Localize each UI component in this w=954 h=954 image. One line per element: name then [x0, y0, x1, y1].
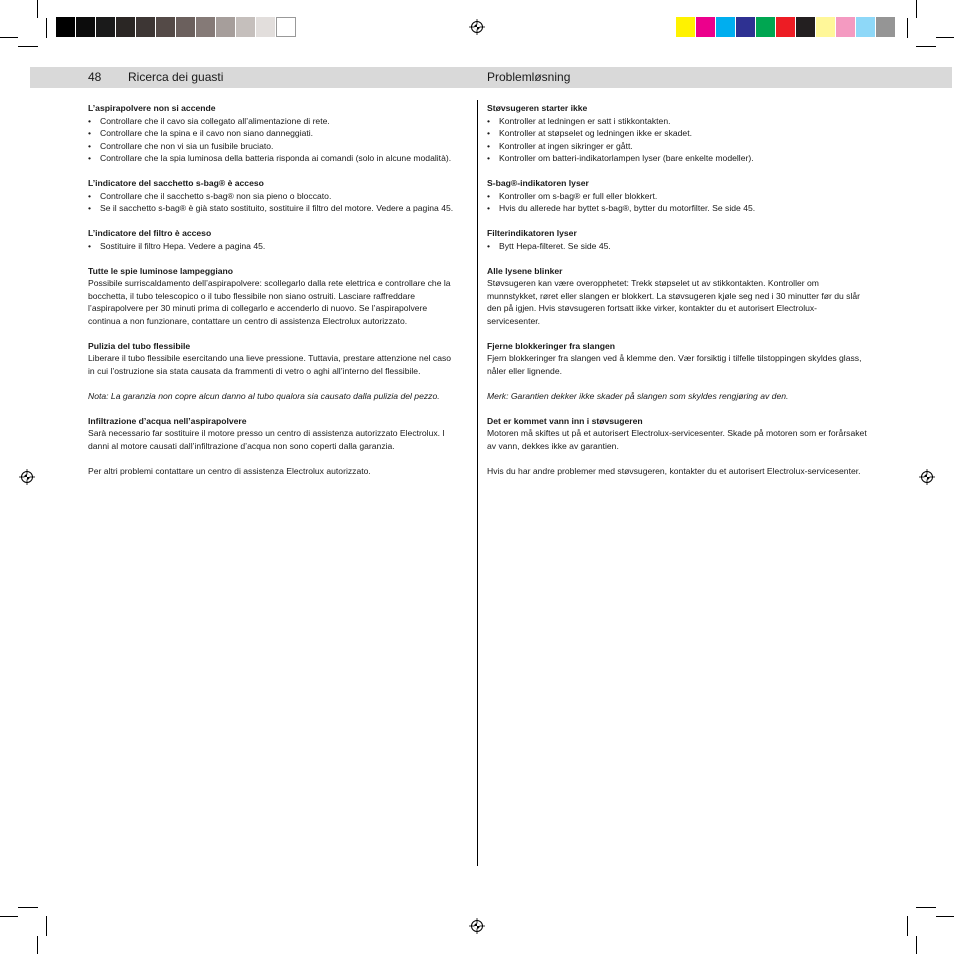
color-swatch [136, 17, 156, 37]
list-item: • Se il sacchetto s-bag® è già stato sostituito, sostituire il filtro del motore. Vedere a pagina 45. [88, 202, 460, 215]
section-heading: L’indicatore del filtro è acceso [88, 228, 212, 238]
section-text: Fjern blokkeringer fra slangen ved å klemme den. Vær forsiktig i tilfelle tilstoppingen skyldes glass, nåler eller lignende. [487, 353, 862, 376]
closing-text: Per altri problemi contattare un centro di assistenza Electrolux autorizzato. [88, 465, 371, 476]
section-heading: Filterindikatoren lyser [487, 228, 577, 238]
color-swatch [676, 17, 696, 37]
list-item: • Kontroller at ledningen er satt i stikkontakten. [487, 115, 867, 128]
color-swatch [76, 17, 96, 37]
section-not-starting [88, 102, 460, 165]
bullet-list [88, 190, 460, 215]
italian-column [88, 102, 460, 490]
section-water-ingress [88, 415, 460, 453]
list-item: • Kontroller om batteri-indikatorlampen lyser (bare enkelte modeller). [487, 152, 867, 165]
color-swatch [196, 17, 216, 37]
registration-mark-icon [19, 469, 35, 485]
list-item: • Kontroller at ingen sikringer er gått. [487, 140, 867, 153]
crop-mark [18, 907, 38, 908]
crop-mark [916, 907, 936, 908]
section-heading: S-bag®-indikatoren lyser [487, 178, 589, 188]
section-hose-cleaning [487, 340, 867, 378]
color-swatch [156, 17, 176, 37]
section-heading: Det er kommet vann inn i støvsugeren [487, 415, 643, 426]
color-swatch [876, 17, 896, 37]
section-heading: L’aspirapolvere non si accende [88, 103, 216, 113]
list-item: • Sostituire il filtro Hepa. Vedere a pagina 45. [88, 240, 460, 253]
column-divider [477, 100, 478, 866]
section-not-starting [487, 102, 867, 165]
color-swatch [56, 17, 76, 37]
color-swatch [276, 17, 296, 37]
crop-mark [907, 18, 908, 38]
color-swatch [116, 17, 136, 37]
section-filter-indicator [487, 227, 867, 252]
color-calibration-bar [676, 17, 896, 37]
norwegian-column [487, 102, 867, 490]
crop-mark [46, 916, 47, 936]
section-sbag-indicator [88, 177, 460, 215]
bullet-list [88, 115, 460, 165]
crop-mark [46, 18, 47, 38]
section-text: Possibile surriscaldamento dell’aspirapolvere: scollegarlo dalla rete elettrica e controllare che la bocchetta, il tubo telescopico o il tubo flessibile non siano ostruiti. Lasciare raffreddare l’aspirapolvere per 30 minuti prima di collegarlo e accenderlo di nuovo. Se l’aspirapolvere continua a non funzionare, contattare un centro di assistenza Electrolux autorizzato. [88, 278, 451, 326]
crop-mark [37, 936, 38, 954]
crop-mark [37, 0, 38, 18]
bullet-list [487, 115, 867, 165]
crop-mark [916, 0, 917, 18]
color-swatch [776, 17, 796, 37]
list-item: • Controllare che non vi sia un fusibile bruciato. [88, 140, 460, 153]
crop-mark [0, 916, 18, 917]
crop-mark [18, 46, 38, 47]
crop-mark [916, 46, 936, 47]
section-text: Sarà necessario far sostituire il motore presso un centro di assistenza autorizzato Electrolux. I danni al motore causati dall’infiltrazione d’acqua non sono coperti dalla garanzia. [88, 428, 445, 451]
list-item: • Controllare che la spia luminosa della batteria risponda ai comandi (solo in alcune modalità). [88, 152, 460, 165]
color-swatch [796, 17, 816, 37]
grayscale-calibration-bar [56, 17, 296, 37]
list-item: • Controllare che il cavo sia collegato all’alimentazione di rete. [88, 115, 460, 128]
list-item: • Kontroller om s-bag® er full eller blokkert. [487, 190, 867, 203]
bullet-list [88, 240, 460, 253]
section-heading: L’indicatore del sacchetto s-bag® è acceso [88, 178, 264, 188]
color-swatch [856, 17, 876, 37]
list-item: • Controllare che il sacchetto s-bag® non sia pieno o bloccato. [88, 190, 460, 203]
section-hose-cleaning [88, 340, 460, 378]
section-heading: Støvsugeren starter ikke [487, 103, 588, 113]
right-section-title: Problemløsning [487, 70, 571, 84]
closing-text: Hvis du har andre problemer med støvsugeren, kontakter du et autorisert Electrolux-servicesenter. [487, 465, 861, 476]
color-swatch [716, 17, 736, 37]
color-swatch [216, 17, 236, 37]
section-filter-indicator [88, 227, 460, 252]
crop-mark [907, 916, 908, 936]
crop-mark [936, 916, 954, 917]
list-item: • Bytt Hepa-filteret. Se side 45. [487, 240, 867, 253]
color-swatch [96, 17, 116, 37]
bullet-list [487, 240, 867, 253]
color-swatch [736, 17, 756, 37]
page-number: 48 [88, 70, 102, 84]
section-lights-flashing [88, 265, 460, 328]
color-swatch [836, 17, 856, 37]
page-header [30, 67, 952, 88]
list-item: • Controllare che la spina e il cavo non siano danneggiati. [88, 127, 460, 140]
warranty-note: Merk: Garantien dekker ikke skader på slangen som skyldes rengjøring av den. [487, 390, 789, 401]
section-heading: Tutte le spie luminose lampeggiano [88, 265, 234, 276]
section-text: Støvsugeren kan være overopphetet: Trekk støpselet ut av stikkontakten. Kontroller om munnstykket, røret eller slangen er blokkert. La støvsugeren kjøle seg ned i 30 minutter før du slår den på igjen. Hvis støvsugeren fortsatt ikke virker, kontakter du et autorisert Electrolux-servicesenter. [487, 278, 861, 326]
section-heading: Alle lysene blinker [487, 265, 563, 276]
crop-mark [0, 37, 18, 38]
section-heading: Fjerne blokkeringer fra slangen [487, 340, 615, 351]
registration-mark-icon [919, 469, 935, 485]
section-heading: Pulizia del tubo flessibile [88, 340, 191, 351]
crop-mark [936, 37, 954, 38]
section-sbag-indicator [487, 177, 867, 215]
registration-mark-icon [469, 19, 485, 35]
list-item: • Kontroller at støpselet og ledningen ikke er skadet. [487, 127, 867, 140]
section-text: Motoren må skiftes ut på et autorisert Electrolux-servicesenter. Skade på motoren som er forårsaket av vann, dekkes ikke av garantien. [487, 428, 867, 451]
section-heading: Infiltrazione d’acqua nell’aspirapolvere [88, 415, 247, 426]
left-section-title: Ricerca dei guasti [128, 70, 224, 84]
color-swatch [816, 17, 836, 37]
color-swatch [176, 17, 196, 37]
bullet-list [487, 190, 867, 215]
crop-mark [916, 936, 917, 954]
color-swatch [696, 17, 716, 37]
warranty-note: Nota: La garanzia non copre alcun danno al tubo qualora sia causato dalla pulizia del pezzo. [88, 390, 440, 401]
color-swatch [756, 17, 776, 37]
registration-mark-icon [469, 918, 485, 934]
color-swatch [236, 17, 256, 37]
section-water-ingress [487, 415, 867, 453]
section-lights-flashing [487, 265, 867, 328]
section-text: Liberare il tubo flessibile esercitando una lieve pressione. Tuttavia, prestare attenzione nel caso in cui l’ostruzione sia stata causata da frammenti di vetro o aghi all’interno del flessibile. [88, 353, 452, 376]
list-item: • Hvis du allerede har byttet s-bag®, bytter du motorfilter. Se side 45. [487, 202, 867, 215]
color-swatch [256, 17, 276, 37]
